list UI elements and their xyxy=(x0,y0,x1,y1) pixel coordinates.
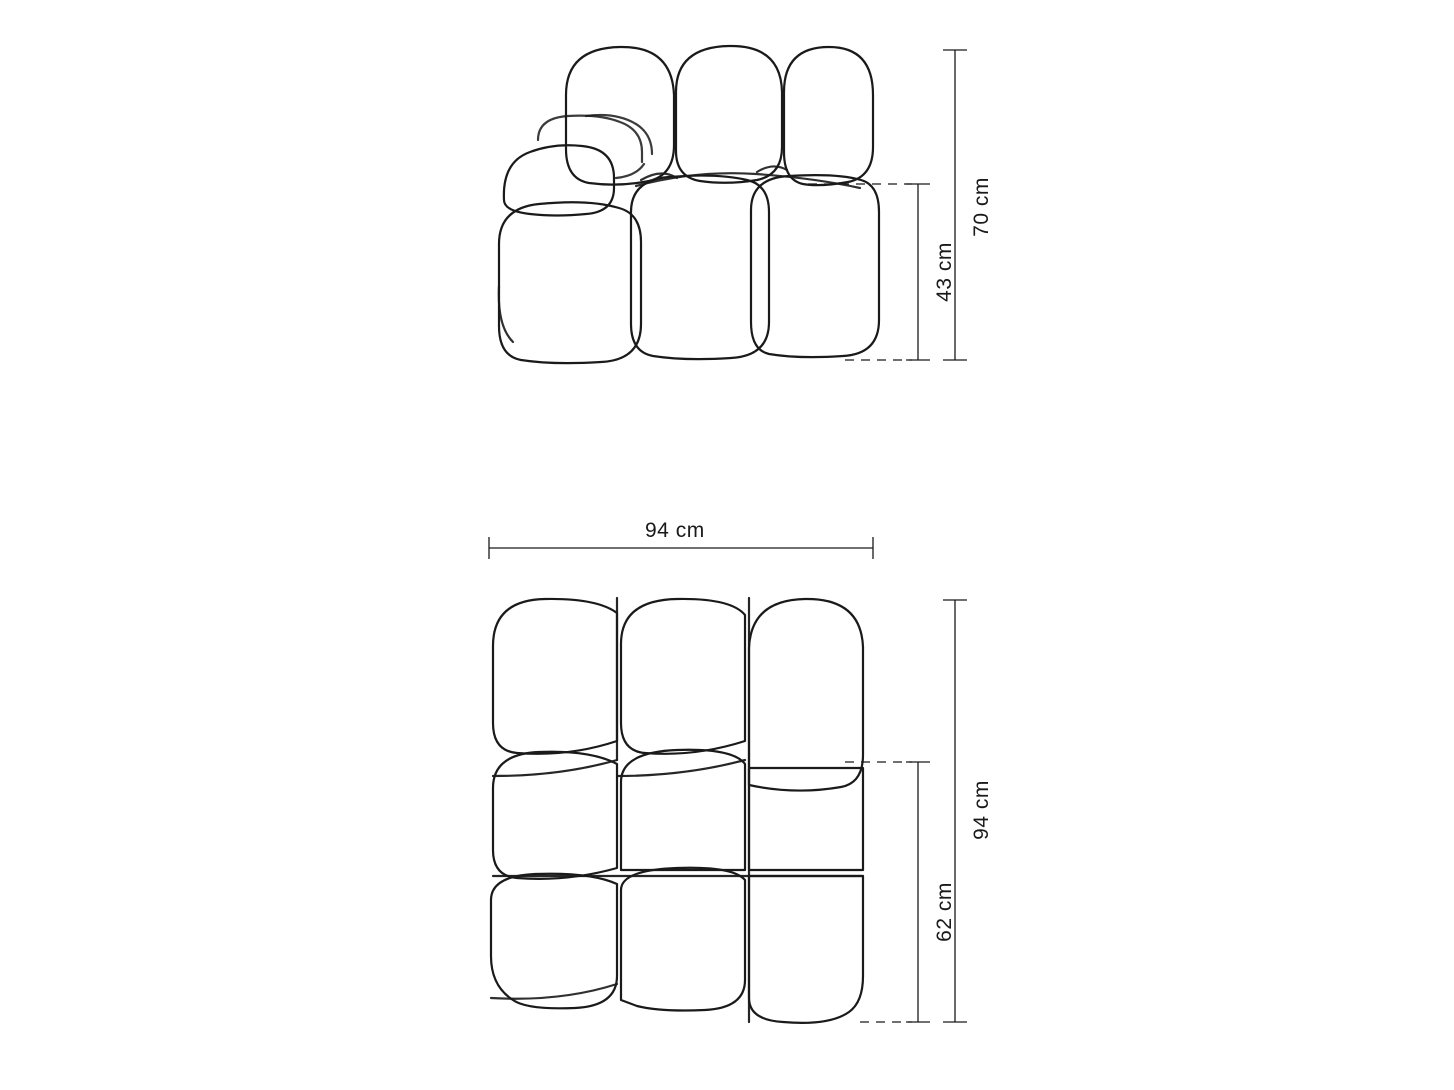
top-view-cushion-back-left xyxy=(493,599,617,754)
dimension-depth-94 xyxy=(943,600,967,1022)
dimension-label-height-43: 43 cm xyxy=(932,242,956,302)
seat-cushion-left xyxy=(499,202,641,363)
side-profile-line xyxy=(499,286,513,342)
top-view-cushion-front-left xyxy=(491,874,617,1009)
backrest-cushion-right xyxy=(784,47,873,185)
front-perspective-view xyxy=(499,46,879,363)
armrest-edge xyxy=(616,164,644,178)
dimension-label-height-70: 70 cm xyxy=(969,177,993,237)
top-view-cushion-front-right xyxy=(749,876,863,1023)
seam-left-inner xyxy=(493,760,617,776)
top-view-cushion-mid-middle xyxy=(621,750,745,870)
dimension-depth-62 xyxy=(845,762,930,1022)
top-view xyxy=(491,598,863,1023)
dimension-label-depth-94: 94 cm xyxy=(969,780,993,840)
armrest-outer xyxy=(504,145,614,215)
seam-mid-inner xyxy=(617,760,745,776)
dimension-height-43 xyxy=(808,184,930,360)
seat-cushion-middle xyxy=(631,176,769,360)
top-view-cushion-back-middle xyxy=(621,599,745,754)
crease-right-back xyxy=(757,166,787,172)
armrest-inner xyxy=(538,116,642,162)
dimension-height-70 xyxy=(943,50,967,360)
top-view-cushion-mid-left xyxy=(493,752,617,879)
top-view-cushion-mid-right xyxy=(749,768,863,870)
seat-cushion-right xyxy=(751,175,879,357)
top-view-cushion-front-middle xyxy=(621,868,745,1011)
backrest-cushion-middle xyxy=(676,46,782,183)
dimension-label-width-94: 94 cm xyxy=(645,519,705,542)
dimension-label-depth-62: 62 cm xyxy=(932,882,956,942)
